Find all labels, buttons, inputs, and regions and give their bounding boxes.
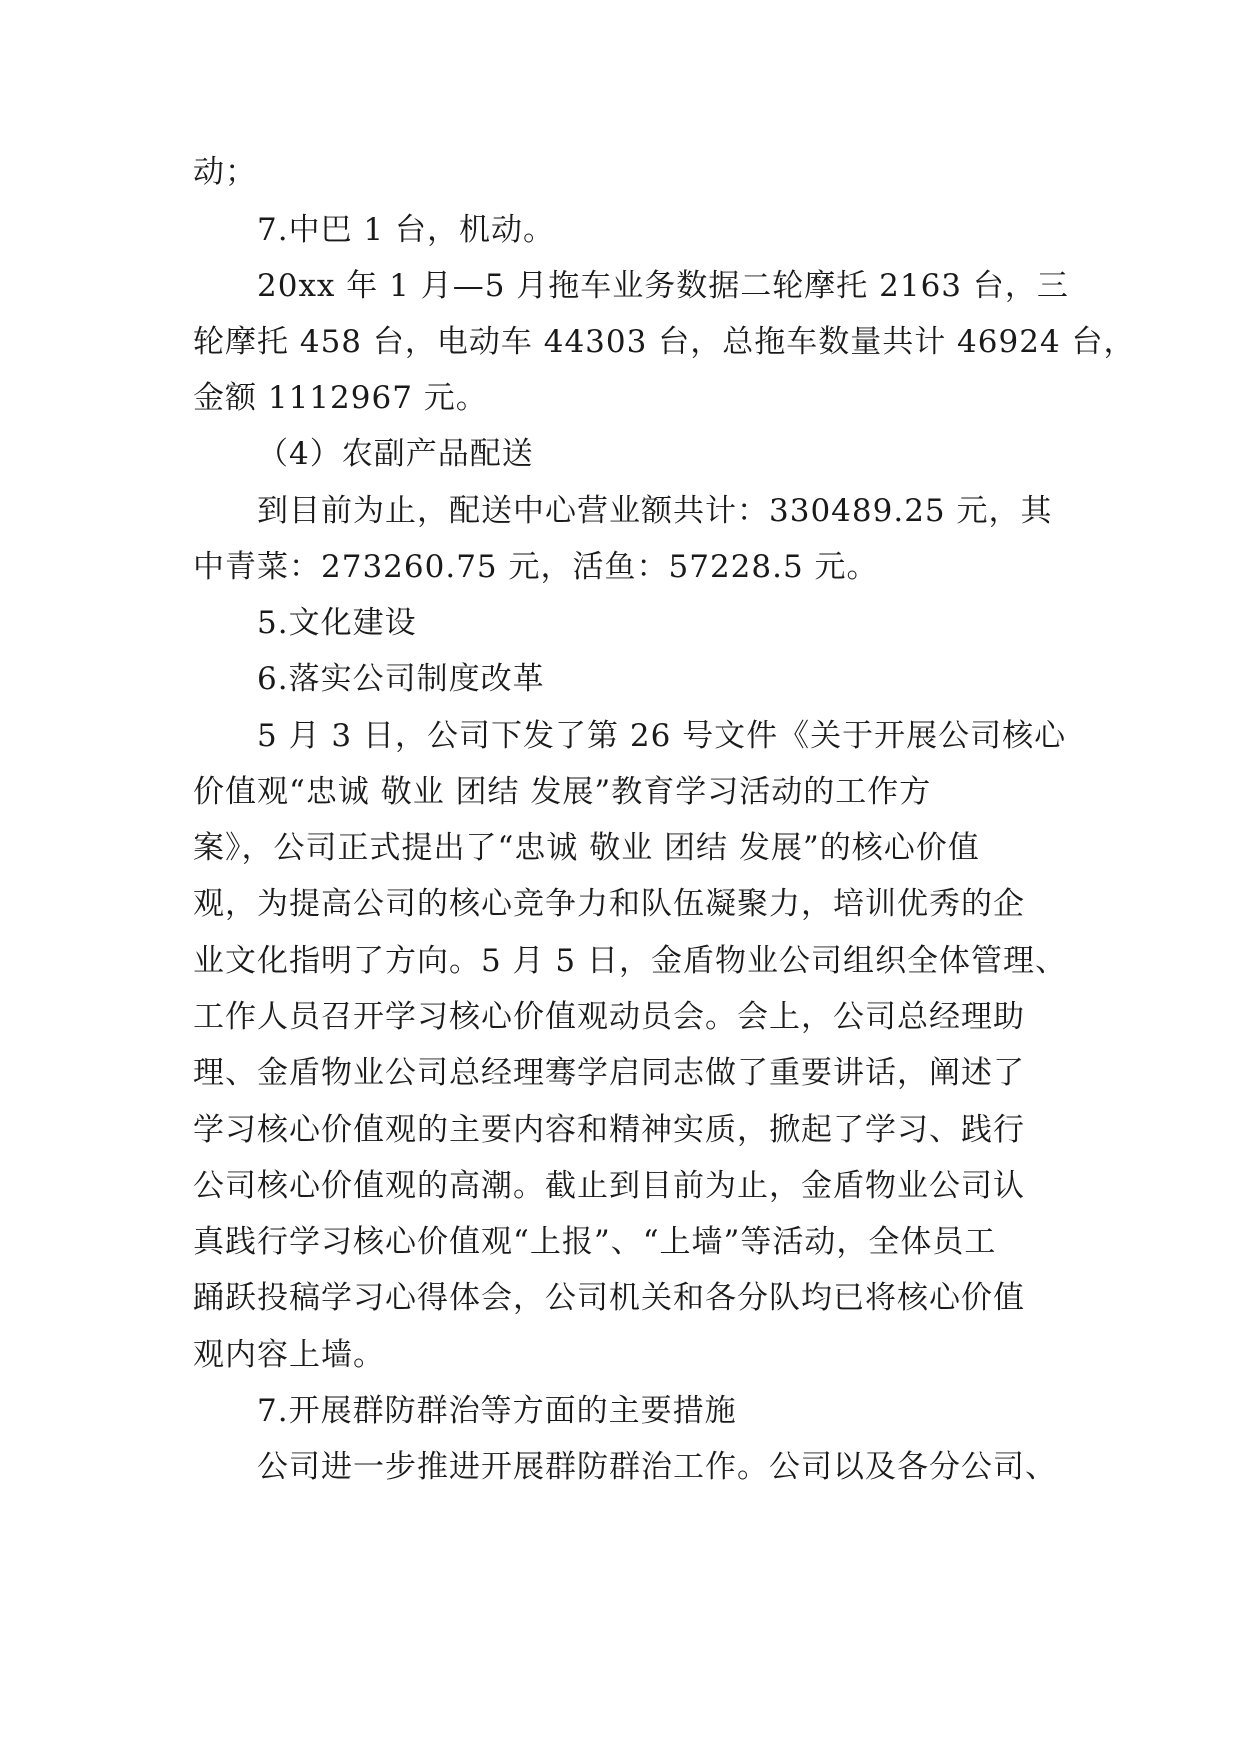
- text-line: 公司进一步推进开展群防群治工作。公司以及各分公司、: [257, 1449, 1057, 1485]
- text-line: 20xx 年 1 月—5 月拖车业务数据二轮摩托 2163 台，三: [257, 268, 1069, 304]
- text-line: 金额 1112967 元。: [193, 380, 488, 416]
- text-line: 观，为提高公司的核心竞争力和队伍凝聚力，培训优秀的企: [193, 886, 1025, 922]
- section-heading: 5.文化建设: [257, 605, 417, 641]
- text-line: 学习核心价值观的主要内容和精神实质，掀起了学习、践行: [193, 1112, 1025, 1148]
- text-line: 工作人员召开学习核心价值观动员会。会上，公司总经理助: [193, 999, 1025, 1035]
- text-line: 踊跃投稿学习心得体会，公司机关和各分队均已将核心价值: [193, 1280, 1025, 1316]
- section-heading: 7.开展群防群治等方面的主要措施: [257, 1393, 737, 1429]
- text-line: 真践行学习核心价值观“上报”、“上墙”等活动，全体员工: [193, 1224, 997, 1260]
- text-line: 7.中巴 1 台，机动。: [257, 212, 556, 248]
- text-line: 案》，公司正式提出了“忠诚 敬业 团结 发展”的核心价值: [193, 830, 980, 866]
- text-line: 公司核心价值观的高潮。截止到目前为止，金盾物业公司认: [193, 1168, 1025, 1204]
- section-heading: 6.落实公司制度改革: [257, 661, 545, 697]
- text-line: 到目前为止，配送中心营业额共计：330489.25 元，其: [257, 493, 1053, 529]
- text-line: 轮摩托 458 台，电动车 44303 台，总拖车数量共计 46924 台，: [193, 324, 1136, 360]
- text-line: 业文化指明了方向。5 月 5 日，金盾物业公司组织全体管理、: [193, 943, 1068, 979]
- text-line: 5 月 3 日，公司下发了第 26 号文件《关于开展公司核心: [257, 718, 1067, 754]
- text-line: 动；: [193, 154, 257, 190]
- section-heading: （4）农副产品配送: [257, 436, 534, 472]
- text-line: 价值观“忠诚 敬业 团结 发展”教育学习活动的工作方: [193, 774, 932, 810]
- text-line: 理、金盾物业公司总经理骞学启同志做了重要讲话，阐述了: [193, 1055, 1025, 1091]
- text-line: 观内容上墙。: [193, 1337, 385, 1373]
- text-line: 中青菜：273260.75 元，活鱼：57228.5 元。: [193, 549, 879, 585]
